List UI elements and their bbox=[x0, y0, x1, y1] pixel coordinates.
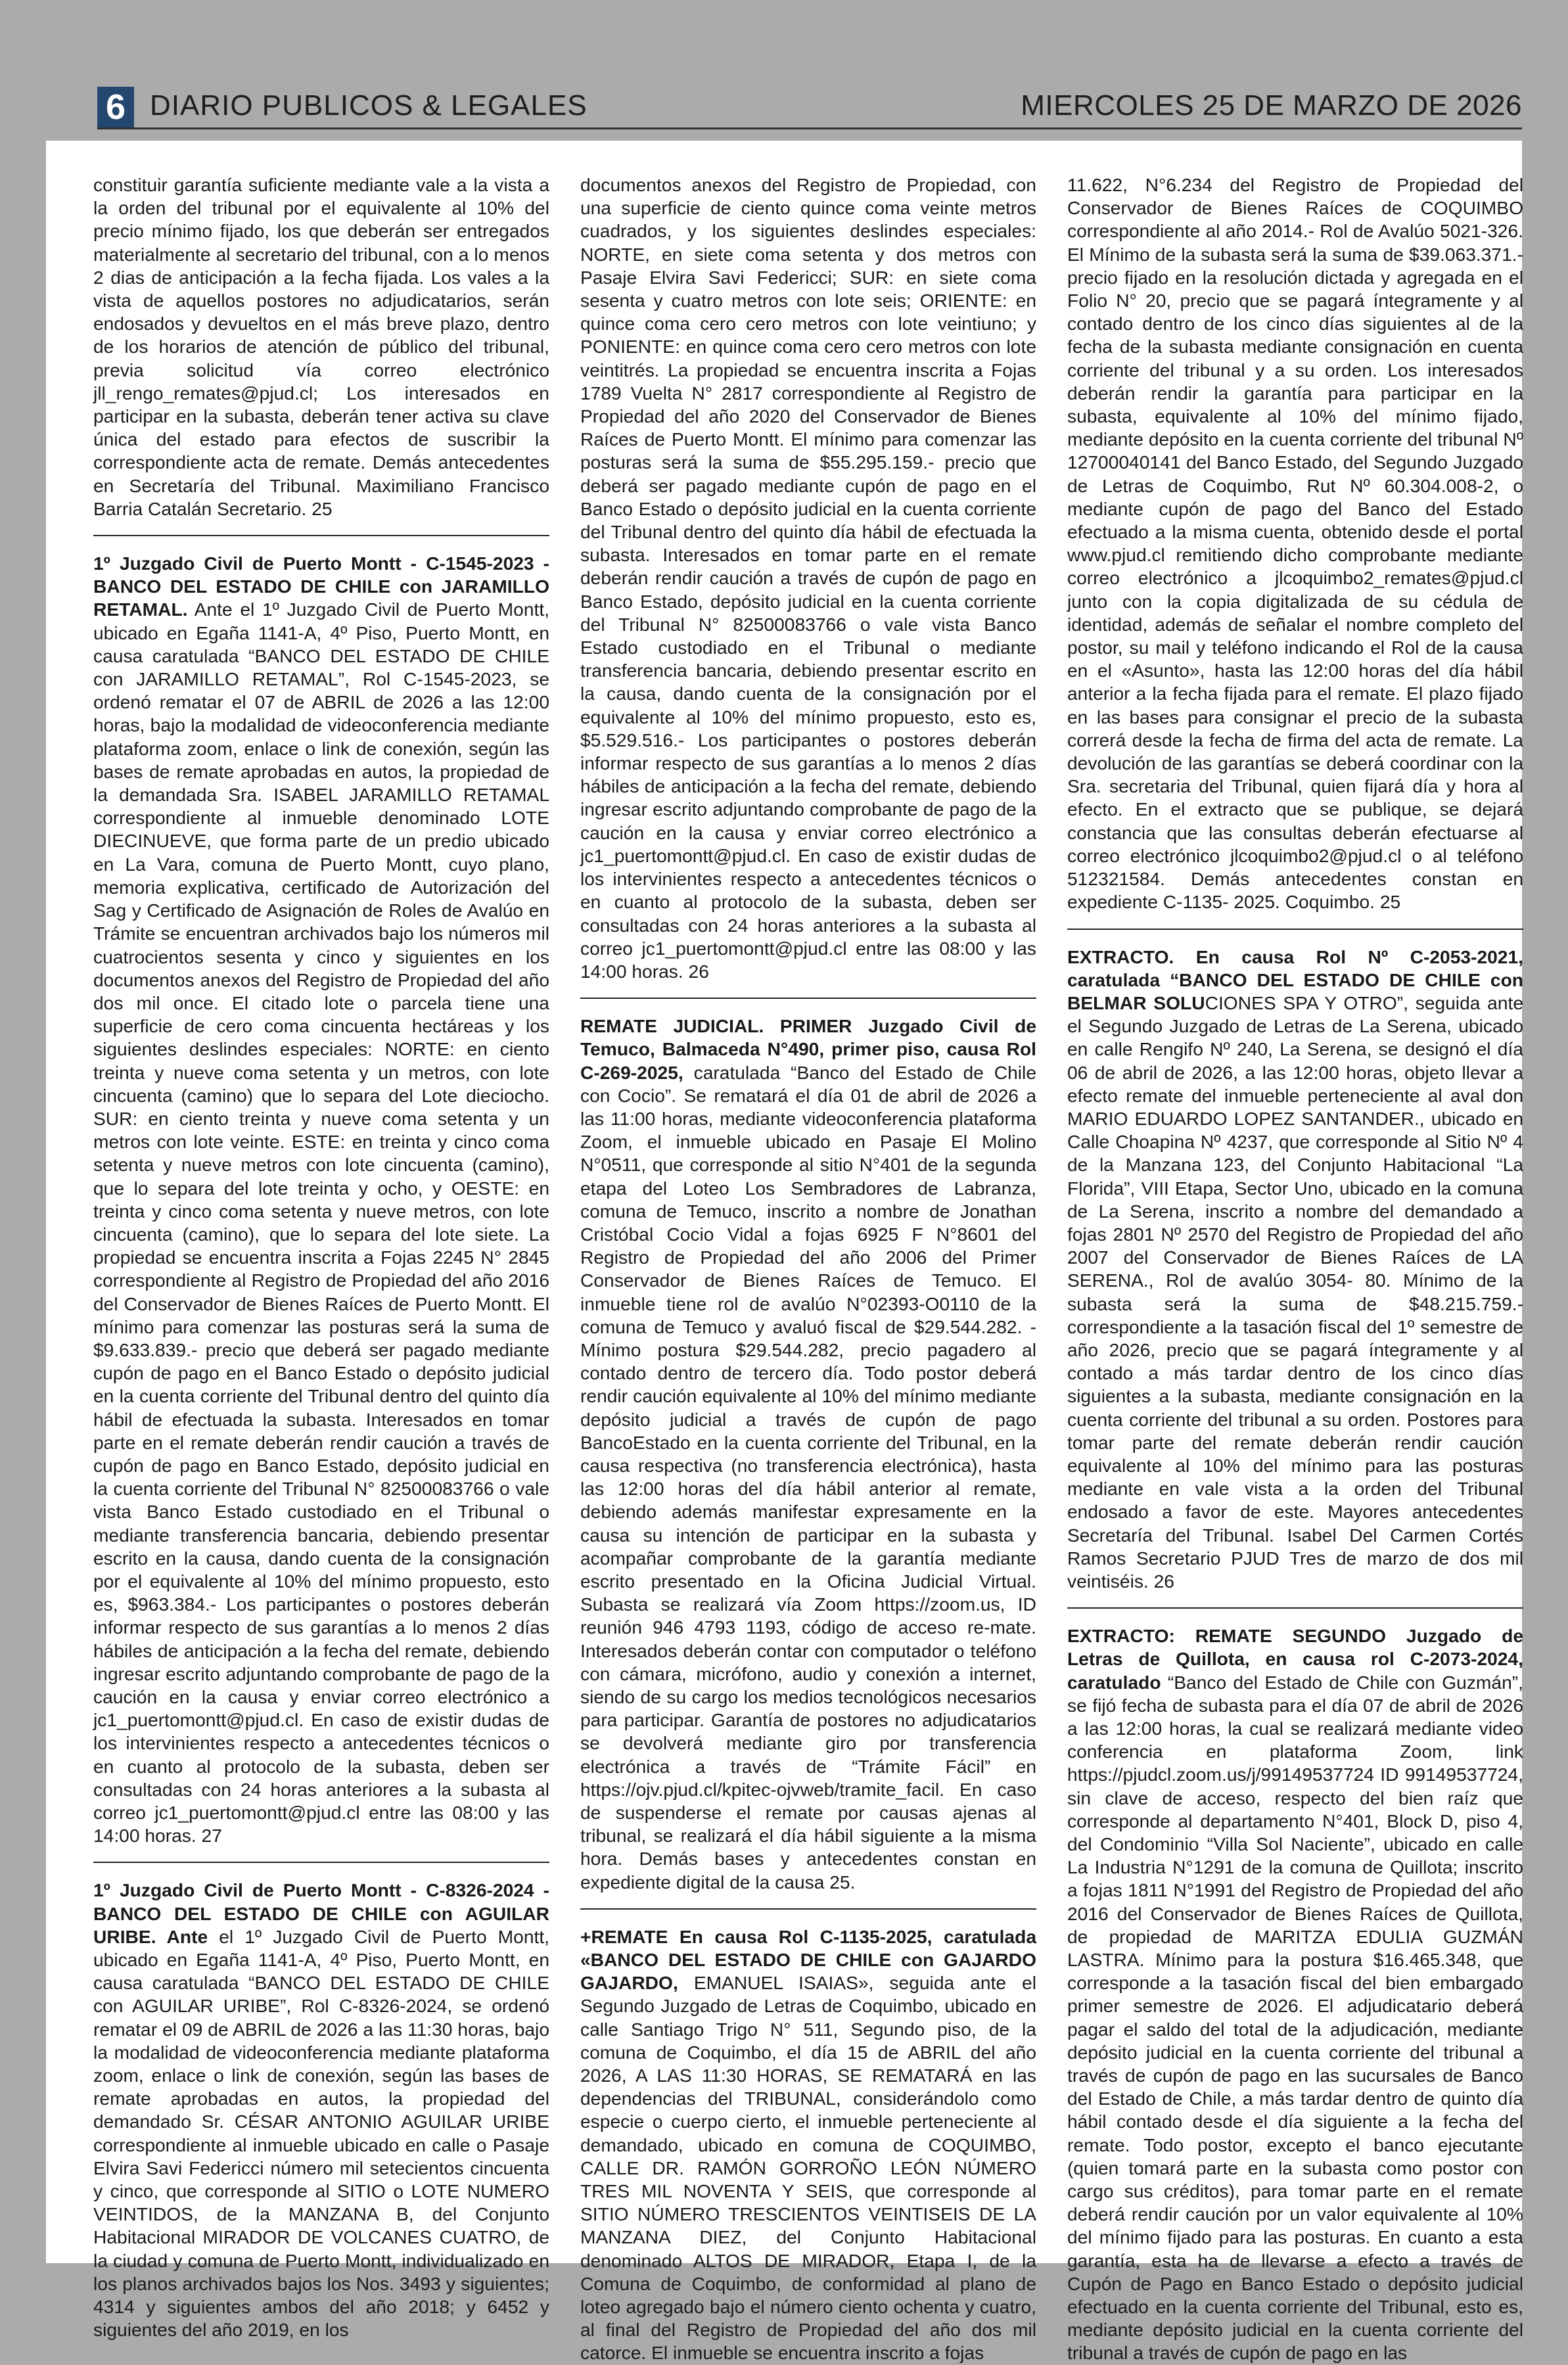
notice-heading: +REMATE En causa Rol C-1135-2025, caratulada «BANCO DEL ESTADO DE CHILE con GAJARDO GAJARDO, bbox=[580, 1925, 1036, 1994]
notice-body: CIONES SPA Y OTRO”, seguida ante el Segundo Juzgado de Letras de La Serena, ubicado en calle Rengifo Nº 240, La Serena, se designó el día 06 de abril de 2026, a las 12:00 horas, objeto llevar a efecto remate del inmueble perteneciente al aval don MARIO EDUARDO LOPEZ SANTANDER., ubicado en Calle Choapina Nº 4237, que corresponde al Sitio Nº 4 de la Manzana 123, del Conjunto Habitacional “La Florida”, VIII Etapa, Sector Uno, ubicado en la comuna de La Serena, inscrito a nombre del demandado a fojas 2801 Nº 2570 del Registro de Propiedad del año 2007 del Conservador de Bienes Raíces de LA SERENA., Rol de avalúo 3054- 80. Mínimo de la subasta será la suma de $48.215.759.- correspondiente a la tasación fiscal del 1º semestre de año 2026, precio que se pagará íntegramente y al contado a más tardar dentro de los cinco días siguientes a la subasta, mediante consignación en la cuenta corriente del tribunal a su orden. Postores para tomar parte del remate deberán rendir caución equivalente al 10% del mínimo para las posturas mediante en vale vista a la orden del Tribunal endosado a favor de este. Mayores antecedentes Secretaría del Tribunal. Isabel Del Carmen Cortés Ramos Secretario PJUD Tres de marzo de dos mil veintiséis. 26 bbox=[1067, 992, 1523, 1592]
page-number: 6 bbox=[97, 87, 134, 127]
notice-continuation bbox=[580, 173, 1036, 983]
notice-heading: EXTRACTO. En causa Rol Nº C-2053-2021, caratulada “BANCO DEL ESTADO DE CHILE con BELMAR SOLU bbox=[1067, 946, 1523, 1013]
notice-body: Ante el 1º Juzgado Civil de Puerto Montt, ubicado en Egaña 1141-A, 4º Piso, Puerto Montt, en causa caratulada “BANCO DEL ESTADO DE CHILE con JARAMILLO RETAMAL”, Rol C-1545-2023, se ordenó rematar el 07 de ABRIL de 2026 a las 12:00 horas, bajo la modalidad de videoconferencia mediante plataforma zoom, enlace o link de conexión, según las bases de remate aprobadas en autos, la propiedad de la demandada Sra. ISABEL JARAMILLO RETAMAL correspondiente al inmueble denominado LOTE DIECINUEVE, que forma parte de un predio ubicado en La Vara, comuna de Puerto Montt, cuyo plano, memoria explicativa, certificado de Autorización del Sag y Certificado de Asignación de Roles de Avalúo en Trámite se encuentran archivados bajo los números mil cuatrocientos sesenta y cinco y siguientes en los documentos anexos del Registro de Propiedad del año dos mil once. El citado lote o parcela tiene una superficie de cero coma cincuenta hectáreas y los siguientes deslindes especiales: NORTE: en ciento treinta y nueve coma setenta y un metros, con lote cincuenta (camino) que lo separa del Lote dieciocho. SUR: en ciento treinta y nueve coma setenta y un metros con lote veinte. ESTE: en treinta y cinco coma setenta y nueve metros con lote cincuenta (camino), que lo separa del lote treinta y ocho, y OESTE: en treinta y cinco coma setenta y nueve metros, con lote cincuenta (camino), que lo separa del lote siete. La propiedad se encuentra inscrita a Fojas 2245 N° 2845 correspondiente al Registro de Propiedad del año 2016 del Conservador de Bienes Raíces de Puerto Montt. El mínimo para comenzar las posturas será la suma de $9.633.839.- precio que deberá ser pagado mediante cupón de pago en el Banco Estado o depósito judicial en la cuenta corriente del Tribunal dentro del quinto día hábil de efectuada la subasta. Interesados en tomar parte en el remate deberán rendir caución a través de cupón de pago en Banco Estado, depósito judicial en la cuenta corriente del Tribunal N° 82500083766 o vale vista Banco Estado custodiado en el Tribunal o mediante transferencia bancaria, debiendo presentar escrito en la causa, dando cuenta de la consignación por el equivalente al 10% del mínimo propuesto, esto es, $963.384.- Los participantes o postores deberán informar respecto de sus garantías a lo menos 2 días hábiles de anticipación a la fecha del remate, debiendo ingresar escrito adjuntando comprobante de pago de la caución en la causa y enviar correo electrónico a jc1_puertomontt@pjud.cl. En caso de existir dudas de los intervinientes respecto a antecedentes técnicos o en cuanto al protocolo de la subasta, deben ser consultadas con 24 horas anteriores a la subasta al correo jc1_puertomontt@pjud.cl entre las 08:00 y las 14:00 horas. 27 bbox=[93, 599, 549, 1847]
header-rule bbox=[97, 127, 1522, 129]
notice-body: EMANUEL ISAIAS», seguida ante el Segundo Juzgado de Letras de Coquimbo, ubicado en calle Santiago Trigo N° 511, Segundo piso, de la comuna de Coquimbo, el día 15 de ABRIL del año 2026, A LAS 11:30 HORAS, SE REMATARÁ en las dependencias del TRIBUNAL, considerándolo como especie o cuerpo cierto, el inmueble perteneciente al demandado, ubicado en comuna de COQUIMBO, CALLE DR. RAMÓN GORROÑO LEÓN NÚMERO TRES MIL NOVENTA Y SEIS, que corresponde al SITIO NÚMERO TRESCIENTOS VEINTISEIS DE LA MANZANA DIEZ, del Conjunto Habitacional denominado ALTOS DE MIRADOR, Etapa I, de la Comuna de Coquimbo, de conformidad al plano de loteo agregado bajo el número ciento ochenta y cuatro, al final del Registro de Propiedad del año dos mil catorce. El inmueble se encuentra inscrito a fojas bbox=[580, 1972, 1036, 2364]
notice-body: el 1º Juzgado Civil de Puerto Montt, ubicado en Egaña 1141-A, 4º Piso, Puerto Montt, en causa caratulada “BANCO DEL ESTADO DE CHILE con AGUILAR URIBE”, Rol C-8326-2024, se ordenó rematar el 09 de ABRIL de 2026 a las 11:30 horas, bajo la modalidad de videoconferencia mediante plataforma zoom, enlace o link de conexión, según las bases de remate aprobadas en autos, la propiedad del demandado Sr. CÉSAR ANTONIO AGUILAR URIBE correspondiente al inmueble ubicado en calle o Pasaje Elvira Savi Federicci número mil setecientos cincuenta y cinco, que corresponde al SITIO o LOTE NUMERO VEINTIDOS, de la MANZANA B, del Conjunto Habitacional MIRADOR DE VOLCANES CUATRO, de la ciudad y comuna de Puerto Montt, individualizado en los planos archivados bajos los Nos. 3493 y siguientes; 4314 y siguientes ambos del año 2018; y 6452 y siguientes del año 2019, en los bbox=[93, 1925, 549, 2341]
notice-body: 11.622, N°6.234 del Registro de Propiedad del Conservador de Bienes Raíces de COQUIMBO correspondiente al año 2014.- Rol de Avalúo 5021-326. El Mínimo de la subasta será la suma de $39.063.371.- precio fijado en la resolución dictada y agregada en el Folio N° 20, precio que se pagará íntegramente y al contado dentro de los cinco días siguientes al de la fecha de la subasta mediante consignación en cuenta corriente del tribunal y a su orden. Los interesados deberán rendir la garantía para participar en la subasta, equivalente al 10% del mínimo fijado, mediante depósito en la cuenta corriente del tribunal Nº 12700040141 del Banco Estado, del Segundo Juzgado de Letras de Coquimbo, Rut Nº 60.304.008-2, o mediante cupón de pago del Banco del Estado efectuado a la misma cuenta, obtenido desde el portal www.pjud.cl remitiendo dicho comprobante mediante correo electrónico a jlcoquimbo2_remates@pjud.cl junto con la copia digitalizada de su cédula de identidad, además de señalar el nombre completo del postor, su mail y teléfono indicando el Rol de la causa en el «Asunto», hasta las 12:00 horas del día hábil anterior a la fecha fijada para el remate. El plazo fijado en las bases para consignar el precio de la subasta correrá desde la fecha de firma del acta de remate. La devolución de las garantías se deberá coordinar con la Sra. secretaria del Tribunal, quien fijará día y hora al efecto. En el extracto que se publique, se dejará constancia que las consultas deberán efectuarse al correo electrónico jlcoquimbo2@pjud.cl o al teléfono 512321584. Demás antecedentes constan en expediente C-1135- 2025. Coquimbo. 25 bbox=[1067, 174, 1523, 913]
notice-continuation bbox=[93, 173, 549, 520]
publication-title: DIARIO PUBLICOS & LEGALES bbox=[150, 89, 588, 122]
notice-temuco-c-269-2025 bbox=[580, 998, 1036, 1894]
notice-body: caratulada “Banco del Estado de Chile con Cocio”. Se rematará el día 01 de abril de 2026 a las 11:00 horas, mediante videoconferencia plataforma Zoom, el inmueble ubicado en Pasaje El Molino N°0511, que corresponde al sitio N°401 de la segunda etapa del Loteo Los Sembradores de Labranza, comuna de Temuco, inscrito a nombre de Jonathan Cristóbal Cocio Vidal a fojas 6925 F N°8601 del Registro de Propiedad del año 2006 del Primer Conservador de Bienes Raíces de Temuco. El inmueble tiene rol de avalúo N°02393-O0110 de la comuna de Temuco y avaluó fiscal de $29.544.282. - Mínimo postura $29.544.282, precio pagadero al contado dentro de tercero día. Todo postor deberá rendir caución equivalente al 10% del mínimo mediante depósito judicial a través de cupón de pago BancoEstado en la cuenta corriente del Tribunal, en la causa respectiva (no transferencia electrónica), hasta las 12:00 horas del día hábil anterior al remate, debiendo además manifestar expresamente en la causa su intención de participar en la subasta y acompañar comprobante de la garantía mediante escrito presentado en la Oficina Judicial Virtual. Subasta se realizará vía Zoom https://zoom.us, ID reunión 946 4793 1193, código de acceso re-mate. Interesados deberán contar con computador o teléfono con cámara, micrófono, audio y conexión a internet, siendo de su cargo los medios tecnológicos necesarios para participar. Garantía de postores no adjudicatarios se devolverá mediante giro por transferencia electrónica a través de “Trámite Fácil” en https://ojv.pjud.cl/kpitec-ojvweb/tramite_facil. En caso de suspenderse el remate por causas ajenas al tribunal, se realizará el día hábil siguiente a la misma hora. Demás bases y antecedentes constan en expediente digital de la causa 25. bbox=[580, 1061, 1036, 1893]
notice-heading: 1º Juzgado Civil de Puerto Montt - C-8326-2024 - BANCO DEL ESTADO DE CHILE con AGUILAR URIBE. Ante bbox=[93, 1879, 549, 1947]
column-2 bbox=[580, 173, 1036, 2364]
notice-heading: REMATE JUDICIAL. PRIMER Juzgado Civil de Temuco, Balmaceda N°490, primer piso, causa Rol C-269-2025, bbox=[580, 1015, 1036, 1083]
notice-puerto-montt-c-8326-2024 bbox=[93, 1862, 549, 2341]
column-1 bbox=[93, 173, 549, 2341]
notice-coquimbo-c-1135-2025 bbox=[580, 1908, 1036, 2365]
notice-heading: EXTRACTO: REMATE SEGUNDO Juzgado de Letras de Quillota, en causa rol C-2073-2024, caratulado bbox=[1067, 1625, 1523, 1693]
notice-la-serena-c-2053-2021 bbox=[1067, 929, 1523, 1594]
column-3 bbox=[1067, 173, 1523, 2364]
publication-date: MIERCOLES 25 DE MARZO DE 2026 bbox=[1021, 89, 1522, 122]
notice-body: “Banco del Estado de Chile con Guzmán”, se fijó fecha de subasta para el día 07 de abril de 2026 a las 12:00 horas, la cual se realizará mediante video conferencia en plataforma Zoom, link https://pjudcl.zoom.us/j/99149537724 ID 99149537724, sin clave de acceso, respecto del bien raíz que corresponde al departamento N°401, Block D, piso 4, del Condominio “Villa Sol Naciente”, ubicado en calle La Industria N°1291 de la comuna de Quillota; inscrito a fojas 1811 N°1991 del Registro de Propiedad del año 2016 del Conservador de Bienes Raíces de Quillota, de propiedad de MARITZA EDULIA GUZMÁN LASTRA. Mínimo para la postura $16.465.348, que corresponde a la tasación fiscal del bien embargado primer semestre de 2026. El adjudicatario deberá pagar el saldo del total de la adjudicación, mediante depósito judicial en la cuenta corriente del tribunal a través de cupón de pago en las sucursales de Banco del Estado de Chile, a más tardar dentro de quinto día hábil contado desde el día siguiente a la fecha del remate. Todo postor, excepto el banco ejecutante (quien tomará parte en la subasta como postor con cargo sus créditos), para tomar parte en el remate deberá rendir caución por un valor equivalente al 10% del mínimo fijado para las posturas. En cuanto a esta garantía, esta ha de llevarse a efecto a través de Cupón de Pago en Banco Estado o depósito judicial efectuado en la cuenta corriente del Tribunal, esto es, mediante depósito judicial en la cuenta corriente del tribunal a través de cupón de pago en las bbox=[1067, 1671, 1523, 2364]
newspaper-page bbox=[46, 141, 1523, 2364]
notice-heading: 1º Juzgado Civil de Puerto Montt - C-1545-2023 - BANCO DEL ESTADO DE CHILE con JARAMILLO RETAMAL. bbox=[93, 553, 549, 620]
notice-body: constituir garantía suficiente mediante vale a la vista a la orden del tribunal por el equivalente al 10% del precio mínimo fijado, los que deberán ser entregados materialmente al secretario del tribunal, con a lo menos 2 dias de anticipación a la fecha fijada. Los vales a la vista de aquellos postores no adjudicatarios, serán endosados y devueltos en el más breve plazo, dentro de los horarios de atención de público del tribunal, previa solicitud vía correo electrónico jll_rengo_remates@pjud.cl; Los interesados en participar en la subasta, deberán tener activa su clave única del estado para efectos de suscribir la correspondiente acta de remate. Demás antecedentes en Secretaría del Tribunal. Maximiliano Francisco Barria Catalán Secretario. 25 bbox=[93, 174, 549, 519]
notice-puerto-montt-c-1545-2023 bbox=[93, 535, 549, 1847]
page-header bbox=[0, 0, 1568, 141]
notice-body: documentos anexos del Registro de Propiedad, con una superficie de ciento quince coma veinte metros cuadrados, y los siguientes deslindes especiales: NORTE, en siete coma setenta y dos metros con Pasaje Elvira Savi Federicci; SUR: en siete coma sesenta y cuatro metros con lote seis; ORIENTE: en quince coma cero cero metros con lote veintiuno; y PONIENTE: en quince coma cero cero metros con lote veintitrés. La propiedad se encuentra inscrita a Fojas 1789 Vuelta N° 2817 correspondiente al Registro de Propiedad del año 2020 del Conservador de Bienes Raíces de Puerto Montt. El mínimo para comenzar las posturas será la suma de $55.295.159.- precio que deberá ser pagado mediante cupón de pago en el Banco Estado o depósito judicial en la cuenta corriente del Tribunal dentro del quinto día hábil de efectuada la subasta. Interesados en tomar parte en el remate deberán rendir caución a través de cupón de pago en Banco Estado, depósito judicial en la cuenta corriente del Tribunal N° 82500083766 o vale vista Banco Estado custodiado en el Tribunal o mediante transferencia bancaria, debiendo presentar escrito en la causa, dando cuenta de la consignación por el equivalente al 10% del mínimo propuesto, esto es, $5.529.516.- Los participantes o postores deberán informar respecto de sus garantías a lo menos 2 días hábiles de anticipación a la fecha del remate, debiendo ingresar escrito adjuntando comprobante de pago de la caución en la causa y enviar correo electrónico a jc1_puertomontt@pjud.cl. En caso de existir dudas de los intervinientes respecto a antecedentes técnicos o en cuanto al protocolo de la subasta, deben ser consultadas con 24 horas anteriores a la subasta al correo jc1_puertomontt@pjud.cl entre las 08:00 y las 14:00 horas. 26 bbox=[580, 174, 1036, 982]
notice-quillota-c-2073-2024 bbox=[1067, 1607, 1523, 2365]
notice-continuation bbox=[1067, 173, 1523, 914]
